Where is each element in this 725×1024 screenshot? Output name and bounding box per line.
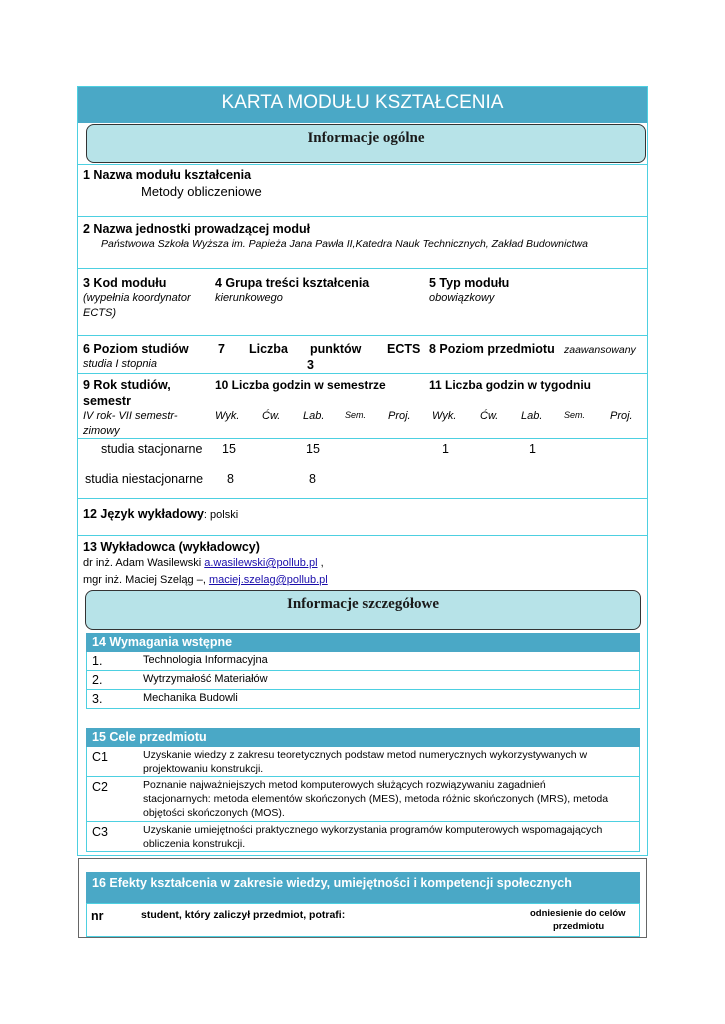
- divider: [78, 498, 647, 499]
- hours-part-time-sem-lab: 8: [309, 472, 316, 486]
- field2-label: 2 Nazwa jednostki prowadzącej moduł: [83, 222, 311, 236]
- field4-value: kierunkowego: [215, 292, 283, 304]
- divider: [78, 216, 647, 217]
- col-reference-2: przedmiotu: [553, 921, 605, 932]
- section-general-info: [86, 124, 646, 163]
- goal-line: stacjonarnych: metoda elementów skończonych (MES), metoda różnic skończonych (MRS), metoda: [143, 793, 609, 805]
- section16-header: [86, 872, 640, 903]
- goal-num: C2: [92, 780, 108, 794]
- req-text: Technologia Informacyjna: [143, 654, 268, 666]
- field7-num: 7: [218, 342, 225, 356]
- divider: [78, 335, 647, 336]
- hours-part-time-sem-wyk: 8: [227, 472, 234, 486]
- req-num: 2.: [92, 673, 103, 687]
- hours-full-time-sem-lab: 15: [306, 442, 320, 456]
- hours-full-time-tyg-wyk: 1: [442, 442, 449, 456]
- hours-part-time-label: studia niestacjonarne: [85, 472, 204, 486]
- table-row: [86, 671, 640, 690]
- divider: [78, 373, 647, 374]
- lecturer-line-1: [83, 557, 324, 569]
- field9-value-2: zimowy: [83, 425, 120, 437]
- tyg-col-lab: Lab.: [521, 410, 543, 422]
- field2-value: Państwowa Szkoła Wyższa im. Papieża Jana Pawła II,Katedra Nauk Technicznych, Zakład Budownictwa: [101, 238, 588, 250]
- field11-label: 11 Liczba godzin w tygodniu: [429, 378, 592, 392]
- sem-col-lab: Lab.: [303, 410, 325, 422]
- field1-label: 1 Nazwa modułu kształcenia: [83, 168, 252, 182]
- lecturer2-email-link[interactable]: maciej.szelag@pollub.pl: [208, 574, 328, 586]
- goal-line: Uzyskanie umiejętności praktycznego wykorzystania programów komputerowych wspomagających: [143, 824, 603, 836]
- field12: 12 Język wykładowy: polski: [83, 507, 239, 521]
- field12-value: polski: [210, 509, 239, 521]
- col-nr: nr: [91, 909, 104, 923]
- goal-num: C1: [92, 750, 108, 764]
- section-detailed-label: Informacje szczegółowe: [286, 596, 439, 612]
- hours-full-time-tyg-lab: 1: [529, 442, 536, 456]
- page-title: KARTA MODUŁU KSZTAŁCENIA: [78, 87, 647, 123]
- table-row: [86, 777, 640, 822]
- field8-value: zaawansowany: [564, 344, 636, 356]
- section16-title: 16 Efekty kształcenia w zakresie wiedzy, umiejętności i kompetencji społecznych: [92, 876, 572, 890]
- goal-line: Poznanie najważniejszych metod komputerowych służących rozwiązywaniu zagadnień: [143, 779, 546, 791]
- section-detailed-info: [85, 590, 641, 630]
- field5-value: obowiązkowy: [429, 292, 495, 304]
- tyg-col-sem: Sem.: [564, 410, 586, 420]
- table-row: [86, 690, 640, 709]
- tyg-col-cw: Ćw.: [480, 410, 499, 422]
- table-row: [86, 652, 640, 671]
- req-num: 3.: [92, 692, 103, 706]
- section14-title: 14 Wymagania wstępne: [92, 635, 233, 649]
- field7-word3: ECTS: [387, 342, 421, 356]
- section-general-label: Informacje ogólne: [307, 130, 425, 146]
- col-reference-1: odniesienie do celów: [530, 908, 626, 919]
- field9-label-2: semestr: [83, 394, 131, 408]
- lecturer-line-2: [83, 574, 328, 586]
- lecturer1-name: dr inż. Adam Wasilewski: [83, 557, 202, 569]
- field10-label: 10 Liczba godzin w semestrze: [215, 378, 386, 392]
- divider: [78, 438, 647, 439]
- req-text: Mechanika Budowli: [143, 692, 238, 704]
- sem-col-cw: Ćw.: [262, 410, 281, 422]
- field5-label: 5 Typ modułu: [429, 276, 510, 290]
- section15-title: 15 Cele przedmiotu: [92, 730, 207, 744]
- sem-col-proj: Proj.: [388, 410, 411, 422]
- field1-value: Metody obliczeniowe: [141, 184, 262, 199]
- hours-full-time-sem-wyk: 15: [222, 442, 236, 456]
- field9-value-1: IV rok- VII semestr-: [83, 410, 178, 422]
- req-num: 1.: [92, 654, 103, 668]
- field3-label: 3 Kod modułu: [83, 276, 167, 290]
- field4-label: 4 Grupa treści kształcenia: [215, 276, 370, 290]
- lecturer2-name: mgr inż. Maciej Szeląg –,: [83, 574, 206, 586]
- goal-line: projektowaniu konstrukcji.: [143, 763, 264, 775]
- field9-label-1: 9 Rok studiów,: [83, 378, 171, 392]
- tyg-col-proj: Proj.: [610, 410, 633, 422]
- table-row: [86, 822, 640, 852]
- goal-line: obliczenia konstrukcji.: [143, 838, 246, 850]
- field6-value: studia I stopnia: [83, 358, 157, 370]
- field12-label: 12 Język wykładowy: [83, 507, 204, 521]
- field7-value: 3: [307, 358, 314, 372]
- table-row: [86, 747, 640, 777]
- section15-header: [86, 728, 640, 747]
- sem-col-wyk: Wyk.: [215, 410, 240, 422]
- req-text: Wytrzymałość Materiałów: [143, 673, 268, 685]
- field3-note1: (wypełnia koordynator: [83, 292, 191, 304]
- field6-label: 6 Poziom studiów: [83, 342, 189, 356]
- divider: [78, 535, 647, 536]
- hours-full-time-label: studia stacjonarne: [101, 442, 203, 456]
- field7-word1: Liczba: [249, 342, 288, 356]
- section14-header: [86, 633, 640, 652]
- field13-label: 13 Wykładowca (wykładowcy): [83, 540, 260, 554]
- lecturer1-sep: ,: [320, 557, 324, 569]
- sem-col-sem: Sem.: [345, 410, 367, 420]
- goal-line: Uzyskanie wiedzy z zakresu teoretycznych podstaw metod numerycznych wykorzystywanych w: [143, 749, 588, 761]
- goal-line: objętości skończonych (MOS).: [143, 807, 285, 819]
- lecturer1-email-link[interactable]: a.wasilewski@pollub.pl: [204, 557, 318, 569]
- divider: [78, 164, 647, 165]
- tyg-col-wyk: Wyk.: [432, 410, 457, 422]
- col-student: student, który zaliczył przedmiot, potrafi:: [141, 909, 346, 921]
- field7-word2: punktów: [310, 342, 362, 356]
- field8-label: 8 Poziom przedmiotu: [429, 342, 555, 356]
- goal-num: C3: [92, 825, 108, 839]
- field3-note2: ECTS): [83, 307, 116, 319]
- divider: [78, 268, 647, 269]
